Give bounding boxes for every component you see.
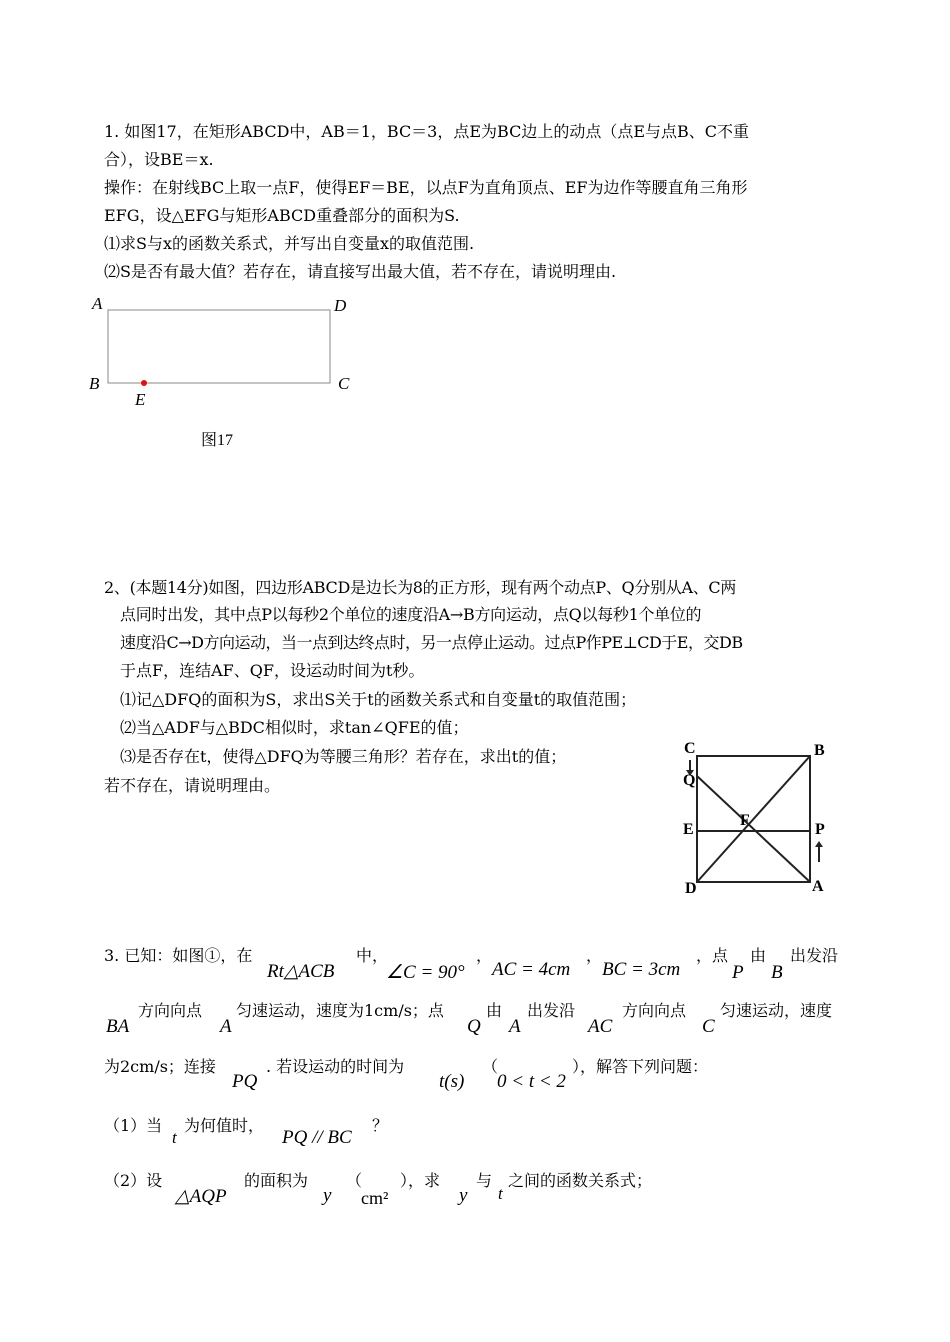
q2-subquestion-2: ⑵当△ADF与△BDC相似时，求tan∠QFE的值；	[120, 718, 469, 737]
q3-text: （1）当	[104, 1116, 163, 1135]
q3-math-c: C	[702, 1016, 715, 1037]
figure-caption: 图17	[201, 432, 234, 449]
q3-math-bc: BC = 3cm	[602, 959, 681, 980]
label-d: D	[334, 296, 347, 315]
q3-math-ac2: AC	[588, 1016, 613, 1037]
q3-math-y2: y	[459, 1185, 468, 1206]
q3-text: ），解答下列问题：	[572, 1057, 709, 1076]
q3-text: . 若设运动的时间为	[266, 1057, 405, 1076]
label-d: D	[685, 880, 697, 897]
q3-text: 出发沿	[527, 1001, 576, 1020]
q3-text: 中，	[356, 946, 389, 965]
segment-qa	[697, 776, 810, 882]
q3-text: 的面积为	[244, 1171, 309, 1190]
q3-text: 由	[486, 1001, 503, 1020]
q3-text: （	[482, 1057, 499, 1076]
q3-math-p: P	[732, 962, 744, 983]
q3-text: 匀速运动，速度	[720, 1001, 833, 1020]
q3-text: 3. 已知：如图①，在	[104, 946, 253, 965]
q3-text: ？	[372, 1116, 389, 1135]
q3-math-angle-c: ∠C = 90°	[386, 962, 465, 983]
q3-text: （	[346, 1171, 363, 1190]
q3-text: 之间的函数关系式；	[508, 1171, 653, 1190]
label-b: B	[814, 742, 825, 759]
label-a: A	[812, 878, 824, 895]
q3-text: 与	[476, 1171, 493, 1190]
label-c: C	[684, 740, 696, 757]
q3-math-b: B	[771, 962, 783, 983]
q3-text: ，	[586, 946, 603, 965]
q3-math-rt-acb: Rt△ACB	[267, 961, 335, 982]
q3-text: ），求	[400, 1171, 441, 1190]
diagonal-db	[697, 756, 810, 882]
q3-text: ，点	[696, 946, 729, 965]
q3-math-ac: AC = 4cm	[492, 959, 571, 980]
q2-subquestion-3b: 若不存在，请说明理由。	[104, 776, 281, 795]
q2-subquestion-1: ⑴记△DFQ的面积为S，求出S关于t的函数关系式和自变量t的取值范围；	[120, 690, 637, 709]
label-a: A	[92, 294, 103, 313]
q3-text: 为何值时，	[184, 1116, 265, 1135]
q1-subquestion-1: ⑴求S与x的函数关系式，并写出自变量x的取值范围.	[104, 234, 475, 253]
q2-line-4: 于点F，连结AF、QF，设运动时间为t秒。	[120, 661, 425, 680]
label-b: B	[89, 374, 100, 393]
q3-text: 匀速运动，速度为1cm/s；点	[236, 1001, 444, 1020]
q1-line-3: 操作：在射线BC上取一点F，使得EF＝BE，以点F为直角顶点、EF为边作等腰直角三角形	[104, 178, 748, 197]
q3-text: 由	[750, 946, 767, 965]
label-q: Q	[683, 772, 696, 789]
q2-line-2: 点同时出发，其中点P以每秒2个单位的速度沿A→B方向运动，点Q以每秒1个单位的	[120, 605, 702, 624]
q3-text: 为2cm/s；连接	[104, 1057, 216, 1076]
q3-math-range: 0 < t < 2	[497, 1071, 566, 1092]
q3-math-ts: t(s)	[439, 1071, 465, 1092]
q3-math-y: y	[323, 1185, 332, 1206]
q3-math-ba: BA	[106, 1016, 130, 1037]
q3-math-q: Q	[467, 1016, 481, 1037]
q3-math-aqp: △AQP	[175, 1186, 227, 1207]
label-c: C	[338, 374, 350, 393]
label-p: P	[815, 821, 825, 838]
label-e: E	[683, 821, 694, 838]
q3-text: 方向向点	[622, 1001, 687, 1020]
q1-line-1: 1. 如图17，在矩形ABCD中，AB＝1，BC＝3，点E为BC边上的动点（点E与点B、C不重	[104, 122, 750, 141]
q3-math-t: t	[172, 1128, 177, 1147]
label-f: F	[740, 812, 750, 829]
arrow-p-head	[815, 841, 823, 847]
q2-line-1: 2、(本题14分)如图，四边形ABCD是边长为8的正方形，现有两个动点P、Q分别从A、C两	[104, 578, 737, 597]
q2-subquestion-3: ⑶是否存在t，使得△DFQ为等腰三角形？若存在，求出t的值；	[120, 747, 567, 766]
q1-line-4: EFG，设△EFG与矩形ABCD重叠部分的面积为S.	[104, 206, 460, 225]
q3-text: （2）设	[104, 1171, 163, 1190]
q2-line-3: 速度沿C→D方向运动，当一点到达终点时，另一点停止运动。过点P作PE⊥CD于E，交DB	[120, 633, 743, 652]
q3-math-a: A	[220, 1016, 232, 1037]
label-e: E	[135, 390, 146, 409]
q3-math-parallel: PQ // BC	[282, 1127, 352, 1148]
q3-math-cm2: cm²	[361, 1188, 389, 1208]
q3-math-pq: PQ	[232, 1071, 258, 1092]
q3-text: ，	[476, 946, 493, 965]
q3-text: 方向向点	[138, 1001, 203, 1020]
q1-subquestion-2: ⑵S是否有最大值？若存在，请直接写出最大值，若不存在，请说明理由.	[104, 262, 617, 281]
q3-math-t2: t	[498, 1184, 503, 1203]
q3-text: 出发沿	[790, 946, 839, 965]
q1-line-2: 合），设BE＝x.	[104, 150, 214, 169]
q3-math-a2: A	[509, 1016, 521, 1037]
